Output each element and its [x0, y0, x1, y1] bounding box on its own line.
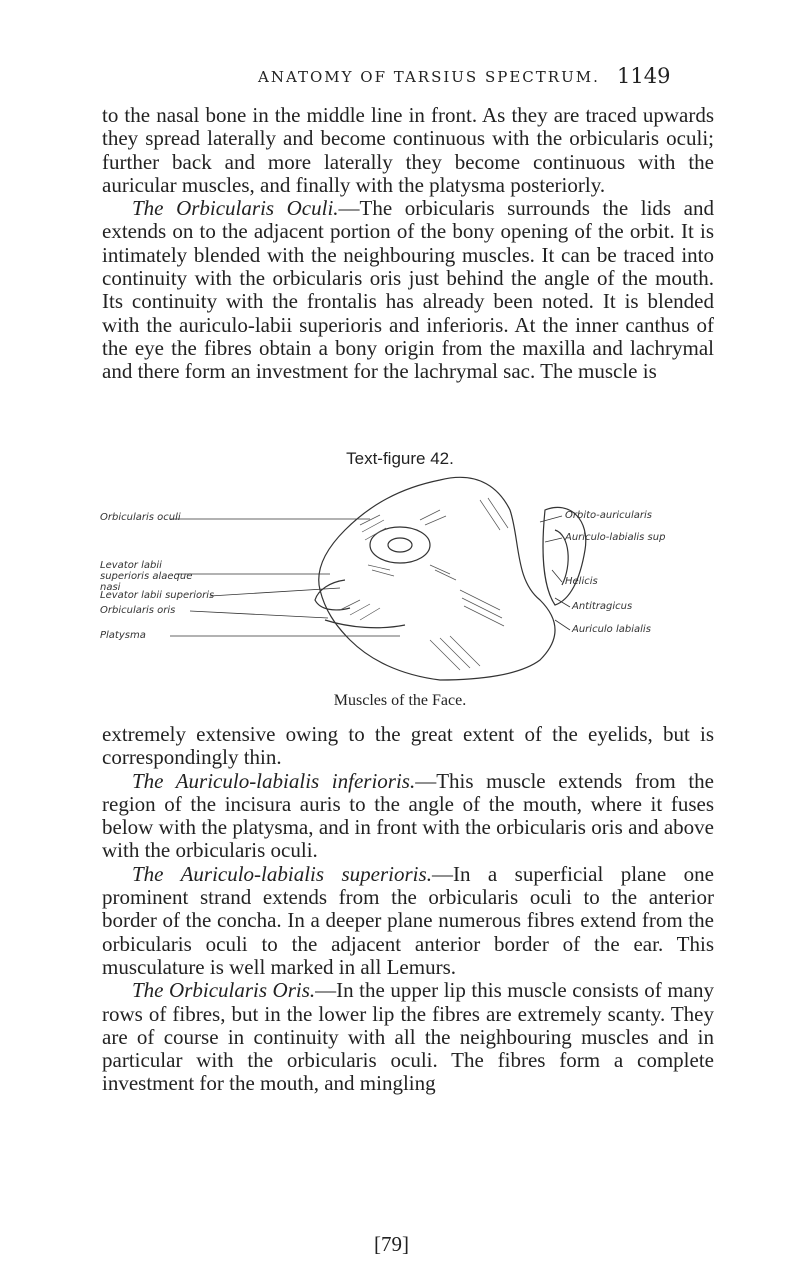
text-block-top: [102, 104, 714, 384]
figure-label-right: Orbito-auricularis: [565, 510, 652, 521]
figure-label-left: Platysma: [100, 630, 146, 641]
figure-label-right: Auriculo-labialis sup: [565, 532, 666, 543]
page-number: 1149: [617, 64, 671, 88]
paragraph-body: —This muscle extends from the region of the incisura auris to the angle of the mouth, where it fuses below with the platysma, and in front with the orbicularis oris and above with the orbicularis oculi.: [102, 768, 714, 863]
figure-label-left: Levator labii superioris alaeque nasi: [100, 560, 193, 593]
figure-label-left: Orbicularis oris: [100, 605, 176, 616]
figure-title: Text-figure 42.: [346, 449, 454, 468]
figure-caption: Muscles of the Face.: [333, 692, 467, 709]
paragraph: extremely extensive owing to the great extent of the eyelids, but is correspondingly thin.: [102, 722, 714, 770]
text-block-bottom: [102, 723, 714, 1096]
running-title: ANATOMY OF TARSIUS SPECTRUM.: [258, 68, 600, 86]
paragraph-body: —The orbicularis surrounds the lids and extends on to the adjacent portion of the bony opening of the orbit. It is intimately blended with the neighbouring muscles. It can be traced into continuity with the orbicularis oris just behind the angle of the mouth. Its continuity with the frontalis has already been noted. It is blended with the auriculo-labii superioris and inferioris. At the inner canthus of the eye the fibres obtain a bony origin from the maxilla and lachrymal and there form an investment for the lachrymal sac. The muscle is: [102, 196, 714, 384]
figure-label-right: Antitragicus: [572, 601, 633, 612]
paragraph: [102, 770, 714, 863]
paragraph: [102, 197, 714, 383]
paragraph: to the nasal bone in the middle line in front. As they are traced upwards they spread laterally and become continuous with the orbicularis oculi; further back and more laterally they become continuous with the auricular muscles, and finally with the platysma posteriorly.: [102, 103, 714, 197]
figure-label-right: Helicis: [565, 576, 598, 587]
section-heading: The Auriculo-labialis inferioris.: [132, 768, 416, 793]
section-heading: The Orbicularis Oris.: [132, 978, 316, 1003]
figure-label-right: Auriculo labialis: [572, 624, 651, 635]
paragraph: [102, 979, 714, 1095]
running-head: [0, 64, 800, 98]
plate-number: [79]: [374, 1232, 409, 1256]
section-heading: The Auriculo-labialis superioris.: [132, 861, 432, 886]
paragraph: [102, 863, 714, 979]
paragraph-body: —In the upper lip this muscle consists of many rows of fibres, but in the lower lip the fibres are extremely scanty. They are of course in continuity with all the neighbouring muscles and in particular with the orbicularis oculi. The fibres form a complete investment for the mouth, and mingling: [102, 978, 714, 1096]
section-heading: The Orbicularis Oculi.: [132, 196, 339, 221]
figure-label-left: Orbicularis oculi: [100, 512, 181, 523]
paragraph-body: —In a superficial plane one prominent strand extends from the orbicularis oculi to the anterior border of the concha. In a deeper plane numerous fibres extend from the orbicularis oculi to the adjacent anterior border of the ear. This musculature is well marked in all Lemurs.: [102, 861, 714, 979]
figure-label-left: Levator labii superioris: [100, 590, 215, 601]
face-muscles-figure: [100, 470, 700, 690]
